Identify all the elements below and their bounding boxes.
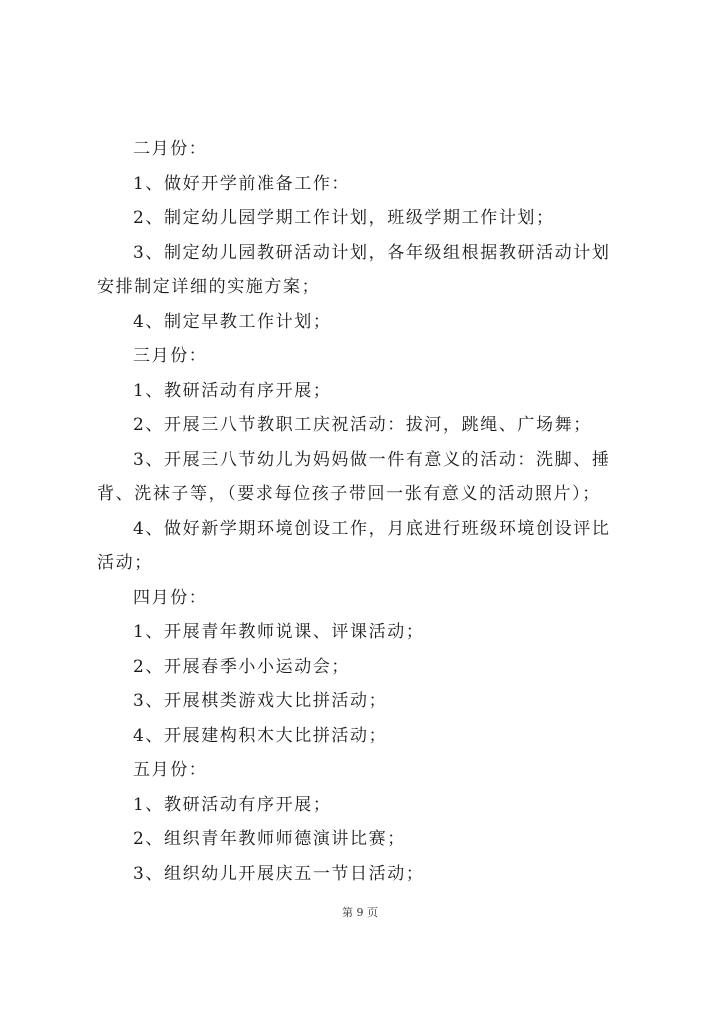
section-heading-march: 三月份：	[133, 346, 208, 366]
document-body	[97, 132, 629, 891]
list-item: 3、组织幼儿开展庆五一节日活动；	[133, 863, 425, 884]
list-item: 1、教研活动有序开展；	[133, 794, 332, 815]
list-item: 3、制定幼儿园教研活动计划，各年级组根据教研活动计划	[133, 242, 611, 263]
list-item: 1、开展青年教师说课、评课活动；	[133, 622, 425, 642]
list-item: 1、做好开学前准备工作：	[133, 173, 351, 194]
list-item: 2、开展春季小小运动会；	[133, 656, 351, 677]
list-item: 3、开展三八节幼儿为妈妈做一件有意义的活动：洗脚、捶	[133, 449, 611, 470]
list-item: 2、组织青年教师师德演讲比赛；	[133, 829, 406, 849]
list-item: 4、做好新学期环境创设工作，月底进行班级环境创设评比	[133, 518, 611, 539]
list-item: 4、制定早教工作计划；	[133, 311, 332, 332]
section-heading-february: 二月份：	[133, 139, 208, 159]
list-item: 3、开展棋类游戏大比拼活动；	[133, 691, 388, 711]
list-item-continuation: 背、洗袜子等，（要求每位孩子带回一张有意义的活动照片）；	[97, 484, 601, 504]
list-item: 1、教研活动有序开展；	[133, 380, 332, 401]
list-item: 2、制定幼儿园学期工作计划，班级学期工作计划；	[133, 208, 555, 228]
list-item: 2、开展三八节教职工庆祝活动：拔河，跳绳、广场舞；	[133, 415, 592, 435]
list-item: 4、开展建构积木大比拼活动；	[133, 725, 388, 746]
section-heading-may: 五月份：	[133, 760, 208, 780]
list-item-continuation: 活动；	[97, 553, 153, 573]
page-number: 第 9 页	[342, 906, 378, 919]
list-item-continuation: 安排制定详细的实施方案；	[97, 277, 321, 297]
section-heading-april: 四月份：	[133, 587, 208, 608]
